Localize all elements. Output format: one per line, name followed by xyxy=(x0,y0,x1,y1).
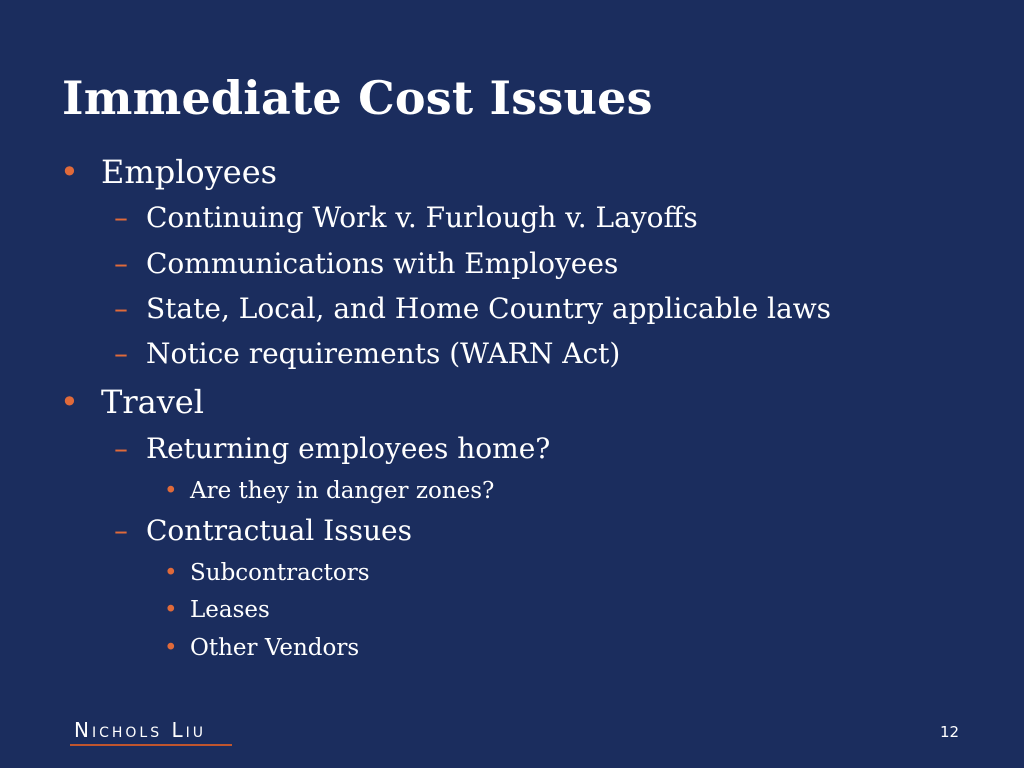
logo-text: Nichols Liu xyxy=(74,718,206,742)
slide-title: Immediate Cost Issues xyxy=(62,71,653,125)
dash-icon: – xyxy=(114,201,128,234)
dash-icon: – xyxy=(114,514,128,547)
dash-icon: – xyxy=(114,292,128,325)
list-item-level3: Leases xyxy=(190,597,270,623)
list-item-level2: Continuing Work v. Furlough v. Layoffs xyxy=(146,201,698,234)
bullet-icon: • xyxy=(164,560,178,586)
dash-icon: – xyxy=(114,337,128,370)
page-number: 12 xyxy=(940,723,960,741)
dash-icon: – xyxy=(114,432,128,465)
list-item-level2: State, Local, and Home Country applicable laws xyxy=(146,292,832,325)
list-item-level2: Communications with Employees xyxy=(146,247,619,280)
list-item-level3: Subcontractors xyxy=(190,560,370,586)
list-item-level2: Notice requirements (WARN Act) xyxy=(146,337,621,370)
logo-underline xyxy=(70,744,232,746)
bullet-icon: • xyxy=(164,478,178,504)
list-item-level2: Returning employees home? xyxy=(146,432,551,465)
dash-icon: – xyxy=(114,247,128,280)
list-item-level3: Are they in danger zones? xyxy=(190,478,495,504)
list-item-level1: Employees xyxy=(101,153,278,191)
nichols-liu-logo xyxy=(74,718,206,746)
bullet-icon: • xyxy=(164,635,178,661)
list-item-level2: Contractual Issues xyxy=(146,514,412,547)
list-item-level3: Other Vendors xyxy=(190,635,360,661)
list-item-level1: Travel xyxy=(101,383,204,421)
bullet-icon: • xyxy=(164,597,178,623)
bullet-icon: • xyxy=(60,383,79,421)
bullet-icon: • xyxy=(60,153,79,191)
